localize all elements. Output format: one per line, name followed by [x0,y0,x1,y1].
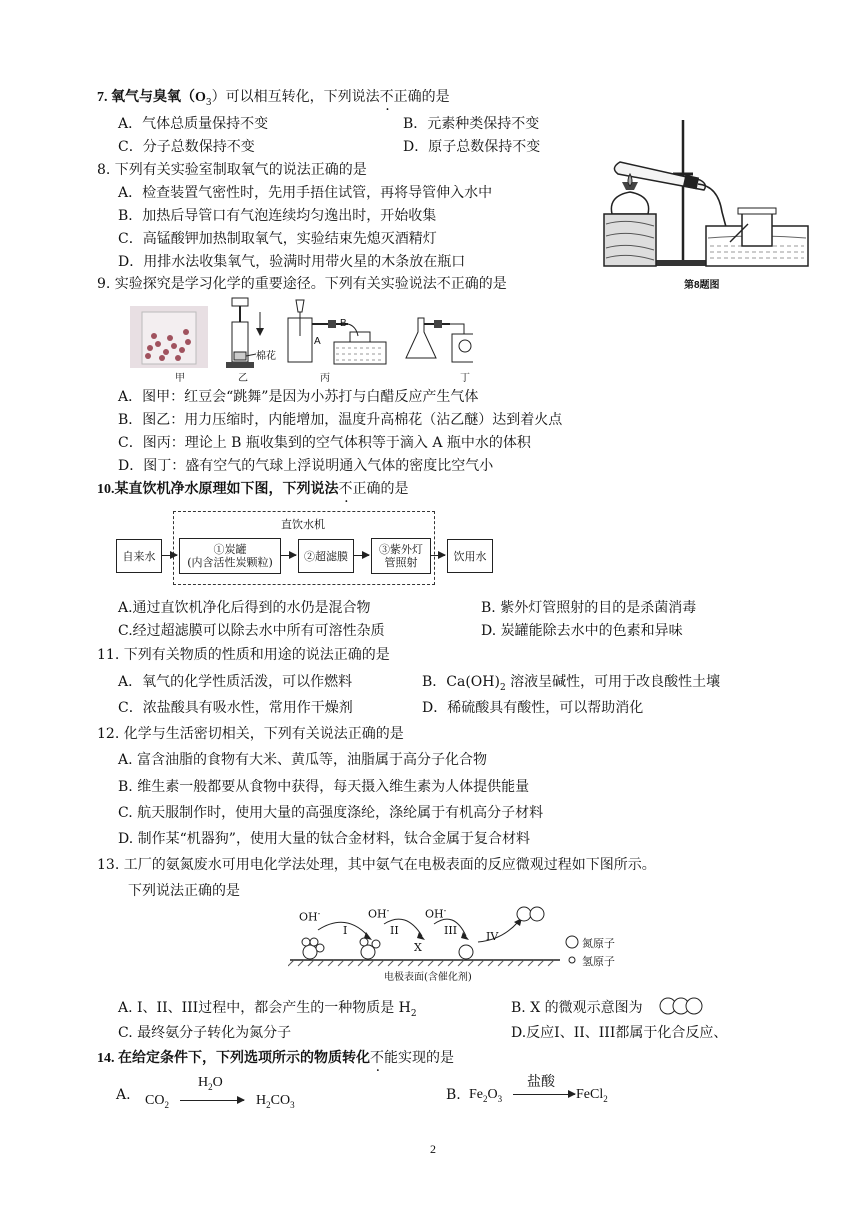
q13-oh-2: OH- [368,906,390,921]
q8-apparatus-figure [598,112,813,277]
q9-option-c: C．图丙：理论上 B 瓶收集到的空气体积等于滴入 A 瓶中水的体积 [118,435,531,451]
q10-option-b: B. 紫外灯管照射的目的是杀菌消毒 [481,600,697,616]
q10-box-carbon: ①炭罐 (内含活性炭颗粒) [179,538,281,574]
q13-x-label: X [414,941,422,954]
q12-stem: 12. 化学与生活密切相关，下列有关说法正确的是 [97,726,404,742]
q9-label-yi: 乙 [238,373,248,384]
q12-option-d: D. 制作某“机器狗”，使用大量的钛合金材料，钛合金属于复合材料 [118,831,530,847]
q11-option-b: B．$Ca(OH)_2$ 溶液呈碱性，可用于改良酸性土壤 [422,674,721,693]
q10-option-a: A.通过直饮机净化后得到的水仍是混合物 [118,600,371,616]
q10-box-drinking-water: 饮用水 [447,539,493,573]
q7-option-a: A．气体总质量保持不变 [118,116,269,132]
q13-oh-1: OH- [299,909,321,924]
q7-stem: 7. 氧气与臭氧$(O_3)$可以相互转化，下列说法不正确的是 [97,89,450,108]
q9-option-b: B．图乙：用力压缩时，内能增加，温度升高棉花（沾乙醚）达到着火点 [118,412,563,428]
q12-option-c: C. 航天服制作时，使用大量的高强度涤纶，涤纶属于有机高分子材料 [118,805,544,821]
q13-surface-label: 电极表面(含催化剂) [384,972,472,983]
q13-stem-line2: 下列说法正确的是 [128,883,240,899]
q10-arrow-3 [353,555,369,556]
q10-stem: 10.某直饮机净水原理如下图，下列说法不正确的是 [97,481,409,497]
q14-option-b-arrow [513,1094,575,1095]
q13-stem-line1: 13. 工厂的氨氮废水可用电化学法处理，其中氨气在电极表面的反应微观过程如下图所示。 [97,857,656,873]
q7-option-c: C．分子总数保持不变 [118,139,255,155]
q14-option-a-arrow [180,1100,244,1101]
page-number: 2 [430,1142,436,1156]
q7-option-d: D．原子总数保持不变 [403,139,541,155]
q7-option-b: B．元素种类保持不变 [403,116,540,132]
q14-option-a-condition: $H_2O$ [198,1075,223,1092]
q13-oh-3: OH- [425,906,447,921]
q12-option-a: A. 富含油脂的食物有大米、黄瓜等，油脂属于高分子化合物 [118,752,488,768]
q14-option-b-reactant: $Fe_2O_3$ [469,1087,503,1104]
q8-figure-caption: 第8题图 [684,280,720,291]
q8-option-a: A．检查装置气密性时，先用手捂住试管，再将导管伸入水中 [118,185,493,201]
q13-option-d: D.反应I、II、III都属于化合反应、 [511,1025,728,1041]
q13-option-c: C. 最终氨分子转化为氮分子 [118,1025,292,1041]
q11-option-a: A．氧气的化学性质活泼，可以作燃料 [118,674,353,690]
q8-stem: 8. 下列有关实验室制取氧气的说法正确的是 [97,162,367,178]
q14-option-b-label: B. [446,1087,461,1103]
q10-arrow-1 [161,555,177,556]
q10-option-c: C.经过超滤膜可以除去水中所有可溶性杂质 [118,623,385,639]
q10-arrow-2 [280,555,296,556]
q14-option-a-product: $H_2CO_3$ [256,1093,295,1110]
q9-label-a: A [314,336,321,347]
q13-legend-nitrogen: 氮原子 [582,937,615,950]
q9-label-cotton: 棉花 [256,351,276,362]
q13-legend-hydrogen: 氢原子 [582,955,615,968]
q8-option-d: D．用排水法收集氧气，验满时用带火星的木条放在瓶口 [118,254,466,270]
q13-option-a: A. I、II、III过程中，都会产生的一种物质是 $H_2$ [118,1000,417,1019]
q9-option-d: D．图丁：盛有空气的气球上浮说明通入气体的密度比空气小 [118,458,494,474]
q13-step-ii: II [390,924,399,937]
q9-label-bing: 丙 [320,373,330,384]
q14-option-b-condition: 盐酸 [527,1074,555,1090]
q14-option-a-label: A. [116,1087,131,1103]
q8-option-b: B．加热后导管口有气泡连续均匀逸出时，开始收集 [118,208,437,224]
q13-step-i: I [343,924,348,937]
q9-label-b: B [340,318,347,329]
q9-label-jia: 甲 [175,373,185,384]
q10-option-d: D. 炭罐能除去水中的色素和异味 [481,623,683,639]
q10-box-uv: ③紫外灯 管照射 [371,538,431,574]
q13-step-iv: IV [486,930,499,943]
q13-step-iii: III [444,924,458,937]
q13-option-b-molecule [658,995,704,1017]
q10-arrow-4 [431,555,445,556]
q14-stem: 14. 在给定条件下，下列选项所示的物质转化不能实现的是 [97,1050,454,1066]
q14-option-b-product: FeCl$_2$ [576,1087,608,1104]
q10-machine-title: 直饮水机 [281,518,325,531]
q12-option-b: B. 维生素一般都要从食物中获得，每天摄入维生素为人体提供能量 [118,779,530,795]
q9-label-ding: 丁 [460,373,470,384]
q13-option-b: B. X 的微观示意图为 [511,1000,643,1016]
q11-option-d: D．稀硫酸具有酸性，可以帮助消化 [422,700,644,716]
q10-box-tap-water: 自来水 [116,539,162,573]
q11-option-c: C．浓盐酸具有吸水性，常用作干燥剂 [118,700,353,716]
q9-stem: 9. 实验探究是学习化学的重要途径。下列有关实验说法不正确的是 [97,276,507,292]
q10-box-ultrafilter: ②超滤膜 [298,539,354,573]
q9-figures [128,296,473,378]
q9-option-a: A．图甲：红豆会“跳舞”是因为小苏打与白醋反应产生气体 [118,389,479,405]
q11-stem: 11. 下列有关物质的性质和用途的说法正确的是 [97,647,390,663]
q8-option-c: C．高锰酸钾加热制取氧气，实验结束先熄灭酒精灯 [118,231,437,247]
q14-option-a-reactant: $CO_2$ [145,1093,169,1110]
